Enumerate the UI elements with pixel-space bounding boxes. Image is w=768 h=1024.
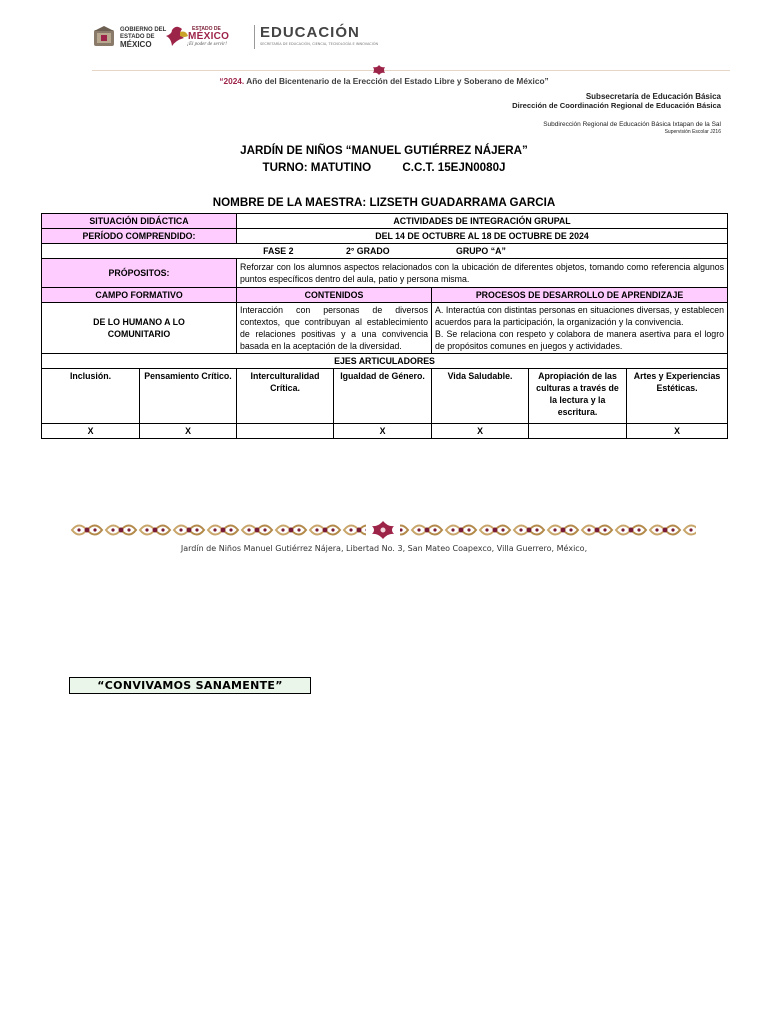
procesos-header: PROCESOS DE DESARROLLO DE APRENDIZAJE [432,288,728,303]
table-row-ejes-header [42,354,728,369]
educacion-subtitle: SECRETARÍA DE EDUCACIÓN, CIENCIA, TECNOLOGÍA E INNOVACIÓN [260,42,379,46]
subdireccion: Subdirección Regional de Educación Básica Ixtapan de la Sal [543,121,721,128]
school-shift [0,161,768,174]
table-row-headers [42,288,728,303]
footer-ornament-band-icon [70,518,696,542]
supervision: Supervisión Escolar J216 [664,129,721,135]
flower-ornament-icon [371,64,387,76]
cct-code: C.C.T. 15EJN0080J [402,161,506,174]
mark-apropiacion-culturas [529,424,627,439]
situacion-value: ACTIVIDADES DE INTEGRACIÓN GRUPAL [237,214,728,229]
campo-value: DE LO HUMANO A LO COMUNITARIO [42,303,237,354]
eje-vida-saludable: Vida Saludable. [432,369,529,424]
table-row-periodo [42,229,728,244]
header-logos [92,24,422,52]
edomex-seal-icon [92,26,116,48]
subsecretaria: Subsecretaría de Educación Básica [585,92,721,101]
mark-artes: X [627,424,728,439]
gob-line-2: ESTADO DE [120,34,155,40]
year-motto [0,76,768,86]
contenidos-header: CONTENIDOS [237,288,432,303]
eje-apropiacion-culturas: Apropiación de las culturas a través de la lectura y la escritura. [529,369,627,424]
propositos-label: PRÓPOSITOS: [42,259,237,288]
eje-artes: Artes y Experiencias Estéticas. [627,369,728,424]
mark-inclusion: X [42,424,140,439]
planning-table [41,213,728,439]
mark-vida-saludable: X [432,424,529,439]
mark-interculturalidad [237,424,334,439]
mark-igualdad-genero: X [334,424,432,439]
estado-de-text: ESTADO DE [192,26,221,32]
table-row-ejes [42,369,728,424]
teacher-name: NOMBRE DE LA MAESTRA: LIZSETH GUADARRAMA GARCIA [212,196,556,209]
logo-divider [254,25,255,49]
table-row-propositos [42,259,728,288]
table-row-marks [42,424,728,439]
slogan-text: ¡El poder de servir! [187,42,227,47]
table-row-situacion [42,214,728,229]
eje-pensamiento-critico: Pensamiento Crítico. [140,369,237,424]
school-name: JARDÍN DE NIÑOS “MANUEL GUTIÉRREZ NÁJERA” [240,144,528,157]
fase-grado-grupo [42,244,728,259]
campo-header: CAMPO FORMATIVO [42,288,237,303]
proceso-b: B. Se relaciona con respeto y colabora de manera asertiva para el logro de propósitos comunes en juegos y actividades. [435,329,725,351]
eje-inclusion: Inclusión. [42,369,140,424]
situacion-label: SITUACIÓN DIDÁCTICA [42,214,237,229]
edomex-text [120,27,166,48]
grupo: GRUPO “A” [456,246,506,256]
eje-interculturalidad: Interculturalidad Crítica. [237,369,334,424]
direccion: Dirección de Coordinación Regional de Educación Básica [512,101,721,110]
motto-year: “2024. [219,76,245,86]
header-divider [92,70,730,71]
periodo-value: DEL 14 DE OCTUBRE AL 18 DE OCTUBRE DE 2024 [237,229,728,244]
eje-igualdad-genero: Igualdad de Género. [334,369,432,424]
table-row-fase [42,244,728,259]
mexico-logo-text: MÉXICO [188,31,230,42]
propositos-value: Reforzar con los alumnos aspectos relacionados con la ubicación de diferentes objetos, tomando como referencia algunos puntos específicos dentro del aula, patio y persona misma. [237,259,728,288]
grado: 2° GRADO [345,246,390,256]
activity-title: “CONVIVAMOS SANAMENTE” [69,677,311,694]
gob-line-1: GOBIERNO DEL [120,27,167,33]
turno: TURNO: MATUTINO [262,161,372,174]
ejes-header: EJES ARTICULADORES [42,354,728,369]
mark-pensamiento-critico: X [140,424,237,439]
periodo-label: PERÍODO COMPRENDIDO: [42,229,237,244]
motto-text: Año del Bicentenario de la Erección del Estado Libre y Soberano de México” [246,76,549,86]
educacion-logo-text: EDUCACIÓN [260,24,360,41]
procesos-value [432,303,728,354]
gob-line-3: MÉXICO [120,40,152,49]
footer-address: Jardín de Niños Manuel Gutiérrez Nájera, Libertad No. 3, San Mateo Coapexco, Villa Guerrero, México, [180,544,588,553]
table-row-content [42,303,728,354]
fase: FASE 2 [263,246,294,256]
contenido-value: Interacción con personas de diversos contextos, que contribuyan al establecimiento de relaciones positivas y a una convivencia basada en la aceptación de la diversidad. [237,303,432,354]
proceso-a: A. Interactúa con distintas personas en situaciones diversas, y establecen acuerdos para la participación, la organización y la convivencia. [435,305,725,327]
